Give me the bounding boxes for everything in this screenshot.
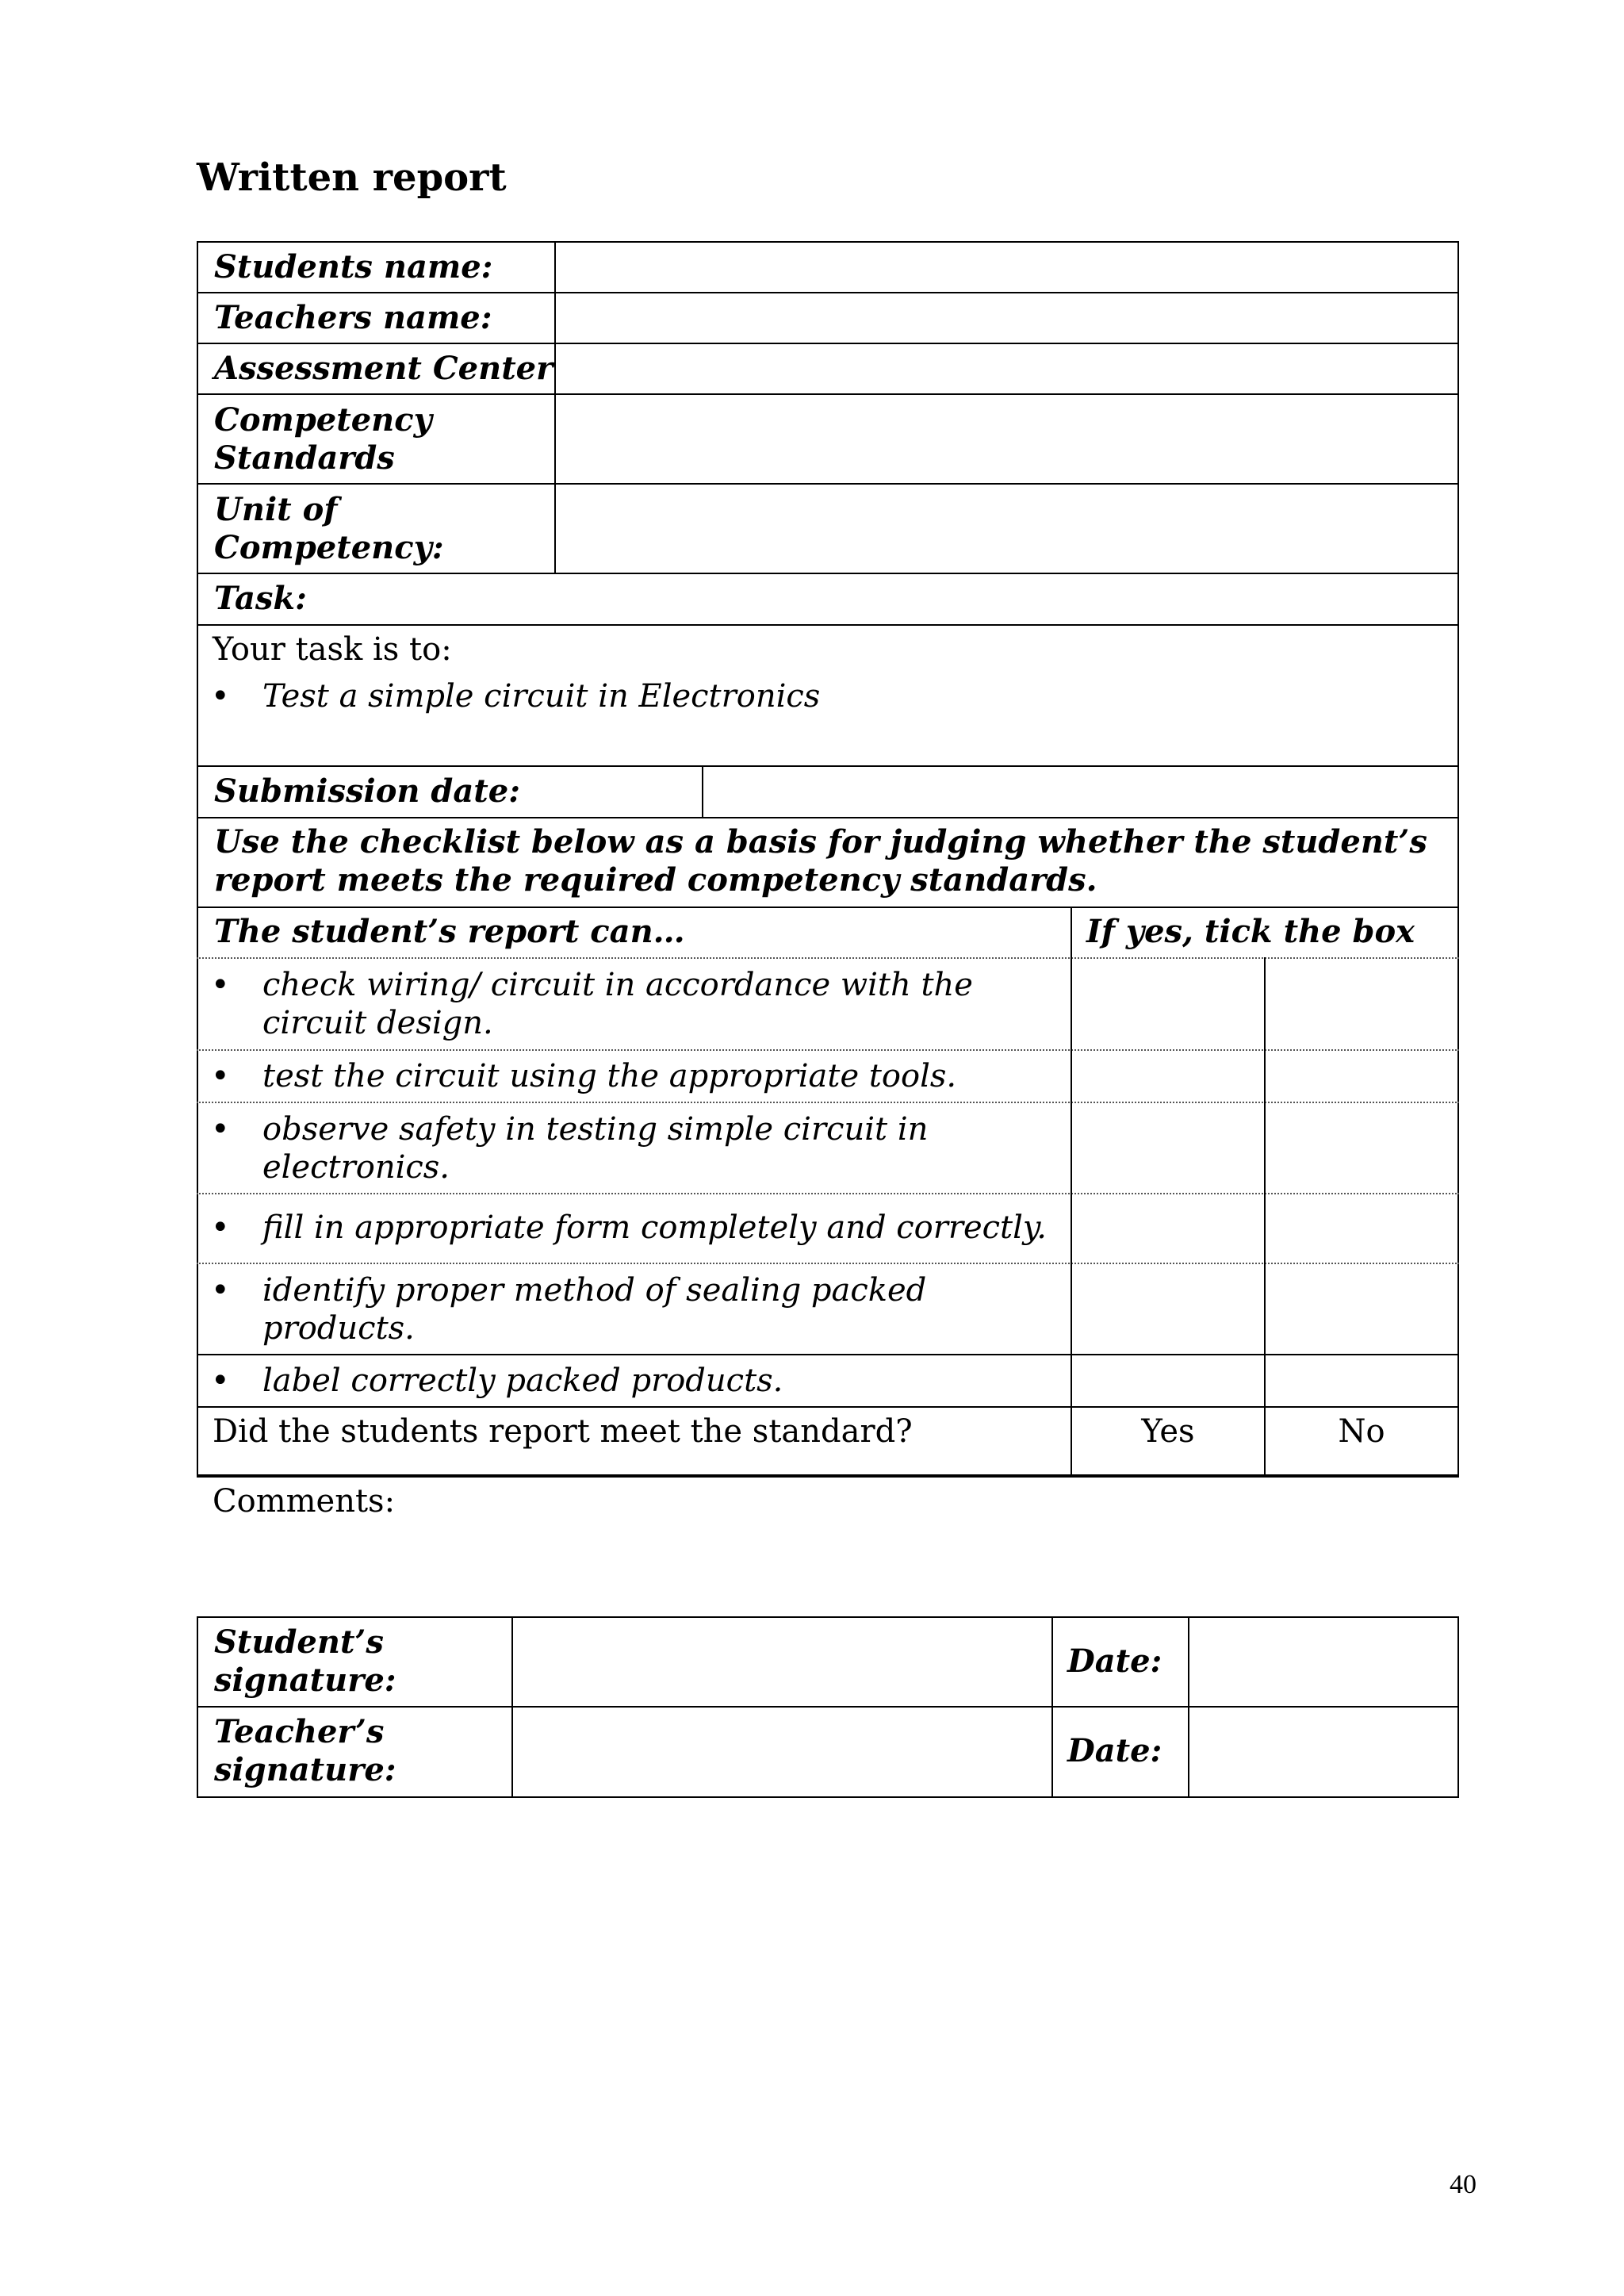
bullet-icon: •	[211, 1363, 230, 1399]
tick-box[interactable]	[1072, 1103, 1264, 1193]
student-date-label: Date:	[1067, 1642, 1162, 1680]
checklist-header: The student’s report can…	[214, 913, 685, 950]
row-divider	[197, 1476, 1459, 1478]
checklist-item: identify proper method of sealing packed	[262, 1272, 927, 1309]
tick-box[interactable]	[1266, 959, 1457, 1049]
tick-box[interactable]	[1266, 1264, 1457, 1354]
bullet-icon: •	[211, 1209, 230, 1246]
bullet-icon: •	[211, 967, 230, 1003]
page-title: Written report	[197, 155, 507, 200]
tick-box-header: If yes, tick the box	[1086, 913, 1415, 950]
yes-option[interactable]: Yes	[1141, 1413, 1195, 1450]
row-divider	[197, 907, 1459, 908]
teacher-date-field[interactable]	[1189, 1708, 1457, 1796]
unit-of-competency-input[interactable]	[556, 485, 1457, 573]
teachers-name-label: Teachers name:	[214, 299, 492, 336]
competency-standards-label: Standards	[214, 439, 395, 477]
task-item: Test a simple circuit in Electronics	[262, 678, 821, 715]
unit-of-competency-label: Competency:	[214, 529, 444, 566]
row-divider	[197, 817, 1459, 818]
comments-field[interactable]	[198, 1521, 1457, 1616]
tick-box[interactable]	[1072, 1051, 1264, 1102]
student-signature-label: Student’s	[214, 1623, 384, 1661]
standard-question: Did the students report meet the standard?	[213, 1413, 913, 1450]
checklist-item: check wiring/ circuit in accordance with the	[262, 967, 973, 1003]
instruction-text: report meets the required competency standards.	[214, 861, 1097, 899]
tick-box[interactable]	[1266, 1103, 1457, 1193]
bullet-icon: •	[211, 1058, 230, 1094]
row-divider	[197, 624, 1459, 626]
assessment-center-input[interactable]	[556, 344, 1457, 393]
tick-box[interactable]	[1072, 959, 1264, 1049]
submission-date-input[interactable]	[703, 767, 1457, 817]
bullet-icon: •	[211, 1111, 230, 1148]
task-label: Task:	[214, 580, 307, 617]
checklist-item: electronics.	[262, 1149, 450, 1186]
teacher-date-label: Date:	[1067, 1732, 1162, 1769]
row-divider	[197, 1406, 1459, 1408]
tick-box[interactable]	[1072, 1194, 1264, 1263]
column-divider	[1051, 1616, 1053, 1798]
competency-standards-input[interactable]	[556, 395, 1457, 483]
no-option[interactable]: No	[1338, 1413, 1385, 1450]
submission-date-label: Submission date:	[214, 772, 520, 810]
unit-of-competency-label: Unit of	[214, 491, 338, 528]
tick-box[interactable]	[1072, 1355, 1264, 1406]
teacher-signature-label: Teacher’s	[214, 1713, 385, 1750]
checklist-item: observe safety in testing simple circuit in	[262, 1111, 929, 1148]
students-name-label: Students name:	[214, 248, 493, 286]
student-date-field[interactable]	[1189, 1618, 1457, 1706]
tick-box[interactable]	[1266, 1194, 1457, 1263]
tick-box[interactable]	[1072, 1264, 1264, 1354]
bullet-icon: •	[211, 678, 230, 715]
students-name-input[interactable]	[556, 243, 1457, 292]
student-signature-field[interactable]	[513, 1618, 1051, 1706]
competency-standards-label: Competency	[214, 401, 432, 439]
assessment-center-label: Assessment Center	[214, 350, 553, 387]
tick-box[interactable]	[1266, 1051, 1457, 1102]
student-signature-label: signature:	[214, 1662, 396, 1699]
checklist-item: test the circuit using the appropriate tools.	[262, 1058, 957, 1094]
checklist-item: circuit design.	[262, 1005, 493, 1041]
row-divider	[197, 573, 1459, 574]
checklist-item: label correctly packed products.	[262, 1363, 783, 1399]
teachers-name-input[interactable]	[556, 293, 1457, 343]
page-number: 40	[1450, 2170, 1477, 2199]
tick-box[interactable]	[1266, 1355, 1457, 1406]
comments-label: Comments:	[213, 1483, 396, 1520]
instruction-text: Use the checklist below as a basis for judging whether the student’s	[214, 823, 1427, 861]
task-intro: Your task is to:	[213, 631, 452, 668]
checklist-item: fill in appropriate form completely and correctly.	[262, 1209, 1047, 1246]
bullet-icon: •	[211, 1272, 230, 1309]
teacher-signature-field[interactable]	[513, 1708, 1051, 1796]
checklist-item: products.	[262, 1310, 415, 1347]
teacher-signature-label: signature:	[214, 1751, 396, 1788]
